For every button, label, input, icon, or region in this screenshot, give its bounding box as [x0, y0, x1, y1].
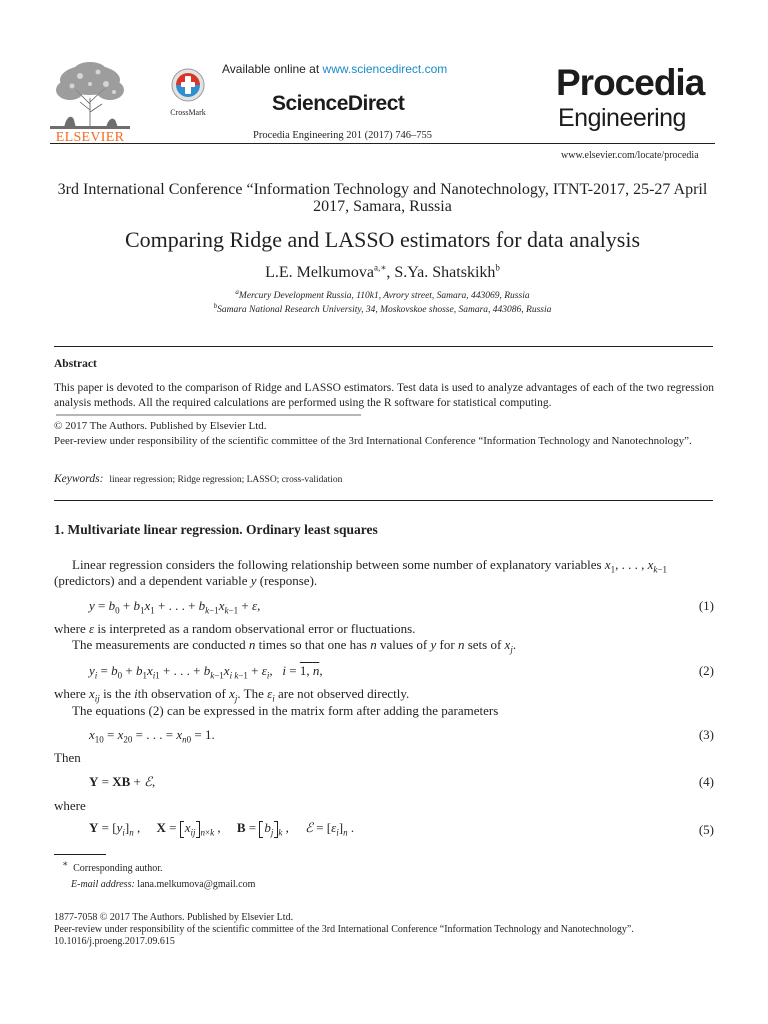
sciencedirect-link[interactable]: www.sciencedirect.com	[322, 62, 448, 76]
affiliation-text: Samara National Research University, 34, Moskovskoe shosse, Samara, 443086, Russia	[217, 305, 552, 315]
affiliation-a	[50, 287, 715, 301]
equation-number: (5)	[698, 822, 714, 837]
math-inline: $x_1$, . . . , $x_{k-1}$	[604, 557, 667, 575]
footnote-corresponding	[62, 858, 163, 874]
paragraph: Then	[54, 750, 81, 765]
paragraph-text: The measurements are conducted	[72, 637, 249, 652]
author-name: L.E. Melkumova	[265, 264, 374, 281]
peer-review-line: Peer-review under responsibility of the scientific committee of the 3rd International Conference “Information Technology and Nanotechnology”.	[54, 924, 634, 935]
footnote-divider	[54, 854, 106, 855]
equation-2: $y_i = b_0 + b_1x_{i1}$ + . . . + $b_{k-1}x_{i k-1} + \varepsilon_i$, i = 1, n,	[89, 663, 323, 681]
paragraph-text: . The	[237, 686, 268, 701]
email-address[interactable]: lana.melkumova@gmail.com	[137, 879, 256, 890]
paragraph	[54, 557, 714, 589]
math-variable: y	[430, 637, 437, 652]
author-name: S.Ya. Shatskikh	[394, 264, 496, 281]
math-variable: n	[457, 637, 465, 652]
crossmark-icon	[171, 68, 205, 102]
doi-link[interactable]: 10.1016/j.proeng.2017.09.615	[54, 936, 175, 947]
author-list	[50, 264, 715, 282]
clipped-text-line	[56, 412, 361, 417]
section-heading: 1. Multivariate linear regression. Ordinary least squares	[54, 522, 378, 537]
header-divider	[50, 143, 715, 144]
footnote-text: Corresponding author.	[73, 863, 163, 874]
copyright-line: © 2017 The Authors. Published by Elsevier Ltd.	[54, 420, 267, 432]
equation-3: $x_{10} = x_{20}$ = . . . = $x_{n0} = 1$.	[89, 727, 215, 745]
abstract-top-rule	[54, 346, 713, 347]
peer-review-line: Peer-review under responsibility of the scientific committee of the 3rd International Conference “Information Technology and Nanotechnology”.	[54, 434, 692, 447]
journal-name-procedia: Procedia	[556, 62, 705, 103]
affiliation-b	[50, 301, 715, 315]
sciencedirect-logo: ScienceDirect	[272, 92, 405, 115]
equation-5: $Y = [y_i]_n$ , $X = x_{ij}$ $_{n\times k}$ , $B = b_j$ $_k$ , ℰ = $[\varepsilon_i]_n$ .	[89, 820, 355, 838]
paragraph-text: are not observed directly.	[274, 686, 410, 701]
journal-name-engineering: Engineering	[558, 104, 686, 132]
paragraph: The equations (2) can be expressed in the matrix form after adding the parameters	[72, 703, 499, 718]
author-affiliation-mark: b	[495, 262, 500, 273]
issn-copyright-block	[54, 912, 714, 948]
equation-number: (2)	[698, 663, 714, 678]
paragraph-text: (response).	[256, 573, 318, 588]
abstract-bottom-rule	[54, 500, 713, 501]
issn-line: 1877-7058 © 2017 The Authors. Published by Elsevier Ltd.	[54, 912, 294, 923]
paragraph-text: where	[54, 621, 90, 636]
paragraph	[54, 686, 714, 702]
keywords-list: linear regression; Ridge regression; LASSO; cross-validation	[109, 475, 343, 485]
elsevier-wordmark: ELSEVIER	[55, 130, 125, 145]
abstract-text: This paper is devoted to the comparison of Ridge and LASSO estimators. Test data is used to analyze advantages of each of the two regression analysis methods. All the required calculations are performed using the R software for statistical computing.	[54, 382, 714, 409]
conference-name: 3rd International Conference “Information Technology and Nanotechnology, ITNT-2017, 25-27 April 2017, Samara, Russia	[57, 181, 708, 215]
paragraph	[54, 621, 714, 637]
equation-number: (1)	[698, 598, 714, 613]
math-inline: $\varepsilon_i$	[267, 686, 275, 704]
journal-url-link[interactable]: www.elsevier.com/locate/procedia	[561, 150, 699, 161]
equation-1: $y = b_0 + b_1x_1$ + . . . + $b_{k-1}x_{k-1} + \varepsilon$,	[89, 598, 261, 616]
equation-number: (4)	[698, 774, 714, 789]
paragraph-text: (predictors) and a dependent variable	[54, 573, 251, 588]
paragraph-text: is the	[99, 686, 135, 701]
math-variable: i	[134, 686, 138, 701]
math-inline: $x_{ij}$	[89, 686, 100, 704]
math-variable: n	[370, 637, 377, 652]
math-inline: $x_j$.	[504, 637, 517, 655]
crossmark-badge[interactable]	[165, 68, 211, 117]
paragraph-text: sets of	[464, 637, 505, 652]
equation-number: (3)	[698, 727, 714, 742]
equation-4: Y = XB + ℰ,	[89, 774, 156, 789]
keywords-line	[54, 473, 342, 485]
author-separator: ,	[386, 264, 395, 281]
keywords-label: Keywords:	[54, 473, 104, 485]
crossmark-label: CrossMark	[170, 108, 206, 117]
math-variable: ε	[89, 621, 95, 636]
abstract-heading: Abstract	[54, 358, 97, 370]
footnote-mark: ∗	[62, 858, 69, 869]
paper-title: Comparing Ridge and LASSO estimators for data analysis	[124, 227, 641, 252]
available-prefix: Available online at	[222, 62, 320, 76]
email-label: E-mail address:	[71, 879, 135, 890]
footnote-email	[71, 879, 255, 890]
paragraph-text: values of	[376, 637, 431, 652]
paragraph: where	[54, 798, 86, 813]
math-inline: $x_j$	[229, 686, 238, 704]
paragraph	[54, 637, 714, 653]
math-variable: n	[248, 637, 256, 652]
paragraph-text: where	[54, 686, 90, 701]
paragraph-text: times so that one has	[255, 637, 371, 652]
author-affiliation-mark: a,∗	[373, 262, 387, 273]
affiliation-mark: b	[213, 301, 218, 310]
paragraph-text: th observation of	[137, 686, 230, 701]
copyright-notice	[54, 419, 714, 448]
journal-reference: Procedia Engineering 201 (2017) 746–755	[253, 130, 433, 141]
math-variable: y	[250, 573, 257, 588]
available-online-line	[222, 62, 447, 76]
paragraph-text: Linear regression considers the following relationship between some number of explanatory variables	[72, 557, 605, 572]
paragraph-text: is interpreted as a random observational error or fluctuations.	[94, 621, 416, 636]
affiliation-text: Mercury Development Russia, 110k1, Avrory street, Samara, 443069, Russia	[238, 291, 530, 301]
affiliation-mark: a	[235, 287, 239, 296]
paragraph-text: for	[436, 637, 458, 652]
